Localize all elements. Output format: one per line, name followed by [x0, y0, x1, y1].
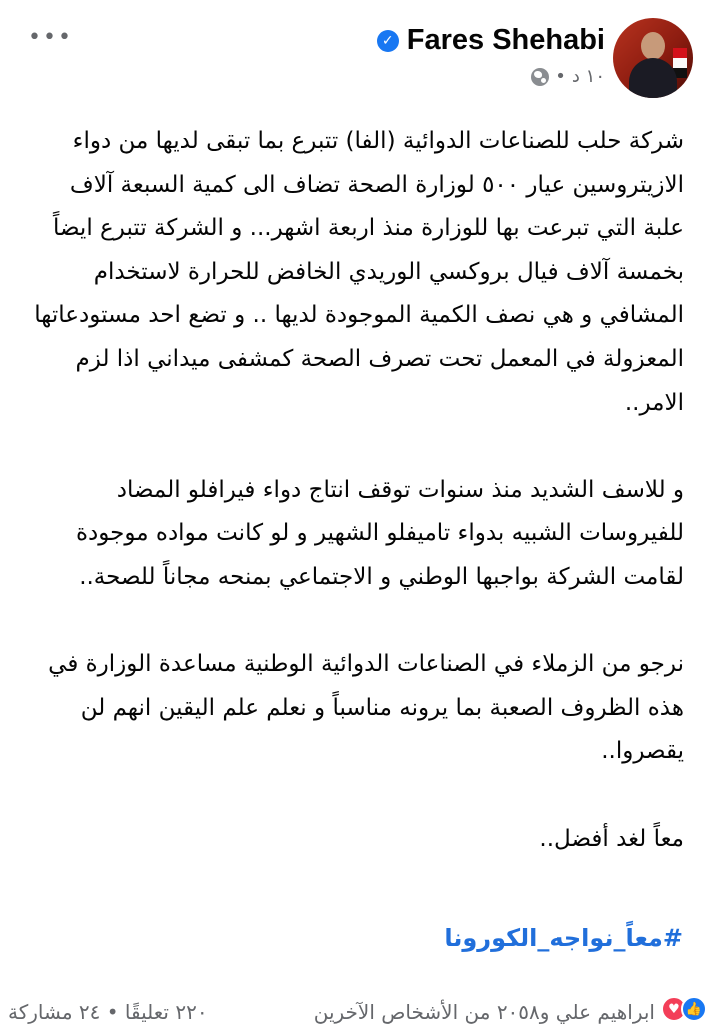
like-icon: 👍	[681, 996, 707, 1022]
love-icon: ♥	[661, 996, 687, 1022]
post-paragraph-4: معاً لغد أفضل..	[539, 825, 684, 852]
author-avatar[interactable]	[613, 18, 693, 98]
post-time[interactable]: ١٠ د	[571, 66, 605, 87]
avatar-head	[641, 32, 665, 60]
globe-icon	[531, 68, 549, 86]
post-footer	[0, 992, 711, 1024]
more-options-button[interactable]: •••	[28, 25, 73, 50]
post-header	[0, 0, 711, 110]
verified-badge-icon: ✓	[377, 30, 399, 52]
avatar-body	[629, 58, 677, 98]
author-name[interactable]: Fares Shehabi	[406, 24, 605, 56]
hashtag-link[interactable]: #معاً_نواجه_الكورونا	[444, 924, 683, 952]
post-paragraph-1: شركة حلب للصناعات الدوائية (الفا) تتبرع بما تبقى لديها من دواء الازيتروسين عيار ٥٠٠ لوزارة الصحة تضاف الى كمية السبعة آلاف علبة التي تبرعت بها للوزارة منذ اربعة اشهر... و الشركة تتبرع ايضاً بخمسة آلاف فيال بروكسي الوريدي الخافض للحرارة لاستخدام المشافي و هي نصف الكمية الموجودة لديها .. و تضع احد مستودعاتها المعزولة في المعمل تحت تصرف الصحة كمشفى ميداني اذا لزم الامر..	[34, 128, 684, 416]
reactions-summary[interactable]: ابراهيم علي و٢٠٥٨ من الأشخاص الآخرين	[313, 1000, 655, 1024]
post-body	[32, 120, 684, 861]
author-row	[377, 24, 605, 57]
post-paragraph-3: نرجو من الزملاء في الصناعات الدوائية الوطنية مساعدة الوزارة في هذه الظروف الصعبة بما يرونه مناسباً و نعلم علم اليقين انهم لن يقصروا..	[48, 651, 684, 765]
post-meta	[531, 66, 605, 87]
comments-shares-count[interactable]: ٢٢٠ تعليقًا • ٢٤ مشاركة	[8, 1000, 208, 1024]
meta-separator: •	[555, 66, 566, 87]
reaction-icons[interactable]	[661, 996, 707, 1022]
post-paragraph-2: و للاسف الشديد منذ سنوات توقف انتاج دواء فيرافلو المضاد للفيروسات الشبيه بدواء تاميفلو الشهير و لو كانت مواده موجودة لقامت الشركة بواجبها الوطني و الاجتماعي بمنحه مجاناً للصحة..	[75, 476, 684, 590]
